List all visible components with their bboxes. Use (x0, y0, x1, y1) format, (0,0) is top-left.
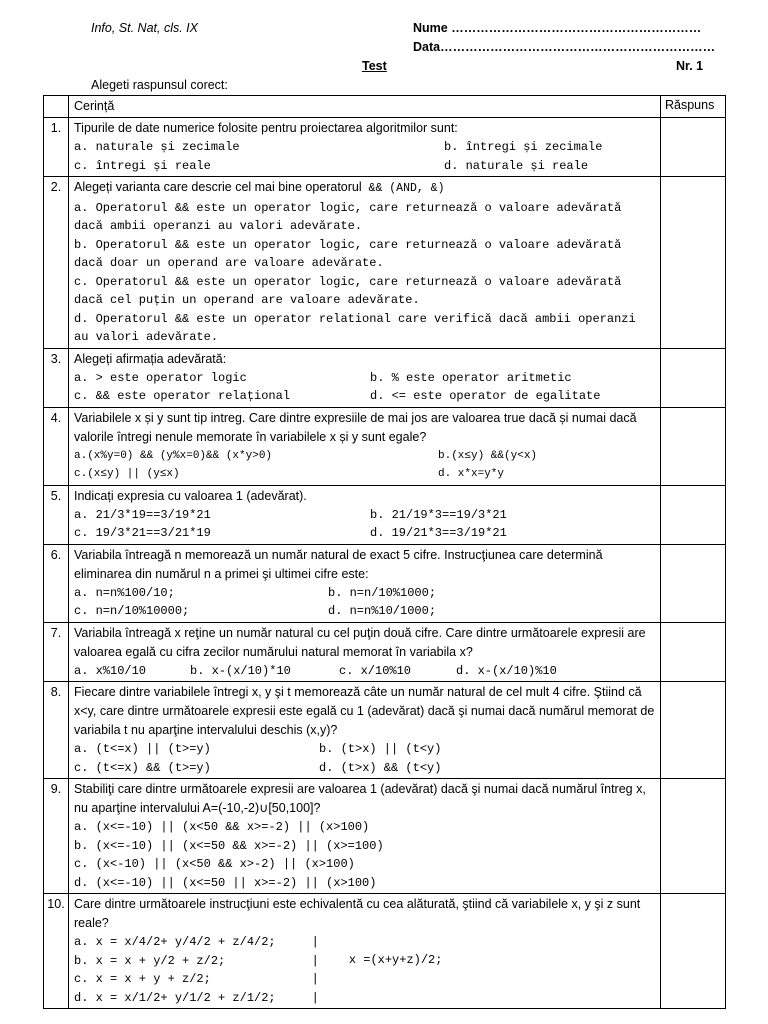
option-c: c. && este operator relațional (74, 389, 291, 403)
option-d: d. Operatorul && este un operator relational care verifică dacă ambii operanzi au valori adevărate. (74, 311, 643, 344)
option-b: b. n=n/10%1000; (328, 585, 437, 600)
option-b: b. (t>x) || (t<y) (319, 742, 442, 756)
question-cell (69, 485, 661, 544)
table-header-row (44, 96, 726, 118)
option-b: b. 21/19*3==19/3*21 (370, 507, 507, 522)
question-number: 6. (44, 544, 69, 622)
question-text: Care dintre următoarele instrucţiuni este echivalentă cu cea alăturată, ştiind că variabilele x, y şi z sunt reale? (74, 897, 641, 930)
question-number: 7. (44, 622, 69, 682)
date-field: Data………………………………………………………… (413, 40, 716, 54)
option-a: a. naturale și zecimale (74, 140, 240, 154)
question-cell (69, 118, 661, 177)
question-text: Variabila întreagă n memorează un număr natural de exact 5 cifre. Instrucţiunea care determină eliminarea din numărul n a primei şi ultimei cifre este: (74, 547, 603, 581)
answer-cell[interactable] (661, 118, 726, 177)
question-text: Fiecare dintre variabilele întregi x, y şi t memorează câte un număr natural de cel mult 4 cifre. Ştiind că x<y, care dintre următoarele expresii este egală cu 1 (adevărat) dacă şi numai dacă numărul memorat de variabila t nu aparţine intervalului deschis (x,y)? (74, 685, 655, 737)
answer-cell[interactable] (661, 622, 726, 682)
name-field: Nume …………………………………………………… (413, 21, 702, 35)
question-row (44, 544, 726, 622)
question-text: Stabiliţi care dintre următoarele expresii are valoarea 1 (adevărat) dacă şi numai dacă numărul întreg x, nu aparţine intervalului A=(-10,-2)∪[50,100]? (74, 782, 646, 815)
option-c: c. (x<-10) || (x<50 && x>-2) || (x>100) (74, 857, 355, 871)
test-table (43, 95, 726, 1009)
class-info: Info, St. Nat, cls. IX (91, 21, 198, 35)
question-number: 8. (44, 682, 69, 779)
option-a: a. > este operator logic (74, 370, 247, 385)
option-c: c. x/10%10 (339, 663, 412, 678)
option-d: d. <= este operator de egalitate (370, 389, 601, 403)
header-num-cell (44, 96, 69, 118)
question-row (44, 348, 726, 407)
option-a: a. (x<=-10) || (x<50 && x>=-2) || (x>100) (74, 820, 370, 834)
option-b: b. x = x + y/2 + z/2; | (74, 953, 319, 968)
question-row (44, 779, 726, 894)
option-c: c. n=n/10%10000; (74, 604, 190, 618)
option-c: c. (t<=x) && (t>=y) (74, 760, 211, 775)
question-row (44, 407, 726, 485)
question-cell (69, 682, 661, 779)
question-number: 5. (44, 485, 69, 544)
option-b: b. (x<=-10) || (x<=50 && x>=-2) || (x>=100) (74, 838, 384, 853)
answer-cell[interactable] (661, 177, 726, 349)
option-c: c. x = x + y + z/2; | (74, 972, 319, 986)
question-number: 3. (44, 348, 69, 407)
option-c: c. Operatorul && este un operator logic, care returnează o valoare adevărată dacă cel puțin un operand are valoare adevărate. (74, 274, 629, 307)
reference-instruction: x =(x+y+z)/2; (348, 953, 443, 967)
instruction: Alegeti raspunsul corect: (91, 78, 228, 92)
question-row (44, 485, 726, 544)
option-d: d. (t>x) && (t<y) (319, 760, 442, 775)
question-number: 10. (44, 894, 69, 1009)
option-b: b. întregi și zecimale (444, 140, 603, 154)
question-text: Alegeți afirmația adevărată: (74, 351, 227, 366)
question-number: 2. (44, 177, 69, 349)
answer-cell[interactable] (661, 407, 726, 485)
answer-cell[interactable] (661, 894, 726, 1009)
question-cell (69, 348, 661, 407)
test-number: Nr. 1 (676, 59, 704, 73)
option-a: a. (t<=x) || (t>=y) (74, 742, 211, 756)
question-number: 1. (44, 118, 69, 177)
option-b: b.(x≤y) &&(y<x) (438, 449, 538, 462)
question-cell (69, 779, 661, 894)
header-requirement: Cerință (69, 96, 661, 118)
option-d: d. x-(x/10)%10 (456, 663, 557, 678)
option-d: d. naturale și reale (444, 158, 589, 173)
question-text: Tipurile de date numerice folosite pentru proiectarea algoritmilor sunt: (74, 121, 458, 135)
question-row (44, 177, 726, 349)
option-b: b. Operatorul && este un operator logic, care returnează o valoare adevărată dacă doar un operand are valoare adevărate. (74, 237, 629, 270)
question-text: Indicați expresia cu valoarea 1 (adevărat). (74, 488, 307, 503)
option-c: c.(x≤y) || (y≤x) (74, 468, 180, 480)
answer-cell[interactable] (661, 348, 726, 407)
option-a: a.(x%y=0) && (y%x=0)&& (x*y>0) (74, 449, 273, 462)
question-number: 9. (44, 779, 69, 894)
answer-cell[interactable] (661, 485, 726, 544)
option-d: d. x = x/1/2+ y/1/2 + z/1/2; | (74, 990, 319, 1005)
option-a: a. Operatorul && este un operator logic, care returnează o valoare adevărată dacă ambii operanzi au valori adevărate. (74, 200, 629, 233)
test-title: Test (362, 59, 387, 73)
option-a: a. x = x/4/2+ y/4/2 + z/4/2; | (74, 935, 319, 949)
question-cell (69, 407, 661, 485)
option-c: c. întregi și reale (74, 158, 211, 173)
option-a: a. 21/3*19==3/19*21 (74, 507, 211, 522)
option-b: b. x-(x/10)*10 (190, 663, 291, 678)
question-cell (69, 544, 661, 622)
answer-cell[interactable] (661, 544, 726, 622)
question-text: Alegeți varianta care descrie cel mai bine operatorul (74, 180, 362, 194)
question-row (44, 118, 726, 177)
option-a: a. n=n%100/10; (74, 585, 175, 600)
option-d: d. n=n%10/1000; (328, 604, 437, 618)
question-number: 4. (44, 407, 69, 485)
question-text: Variabila întreagă x reţine un număr natural cu cel puţin două cifre. Care dintre următoarele expresii are valoarea egală cu cifra zecilor numărului natural memorat în variabila x? (74, 625, 646, 659)
option-d: d. (x<=-10) || (x<=50 || x>=-2) || (x>100) (74, 875, 377, 890)
header-answer: Răspuns (661, 96, 726, 118)
question-cell (69, 894, 661, 1009)
question-code: && (AND, &) (361, 182, 445, 195)
answer-cell[interactable] (661, 682, 726, 779)
question-row (44, 894, 726, 1009)
option-a: a. x%10/10 (74, 663, 147, 678)
question-row (44, 622, 726, 682)
question-text: Variabilele x și y sunt tip intreg. Care dintre expresiile de mai jos are valoarea true dacă și numai dacă valorile întregi nenule memorate în variabilele x și y sunt egale? (74, 410, 637, 444)
answer-cell[interactable] (661, 779, 726, 894)
question-cell (69, 622, 661, 682)
question-row (44, 682, 726, 779)
option-d: d. x*x=y*y (438, 468, 505, 480)
option-c: c. 19/3*21==3/21*19 (74, 526, 211, 540)
question-cell (69, 177, 661, 349)
option-d: d. 19/21*3==3/19*21 (370, 526, 507, 540)
option-b: b. % este operator aritmetic (370, 370, 572, 385)
